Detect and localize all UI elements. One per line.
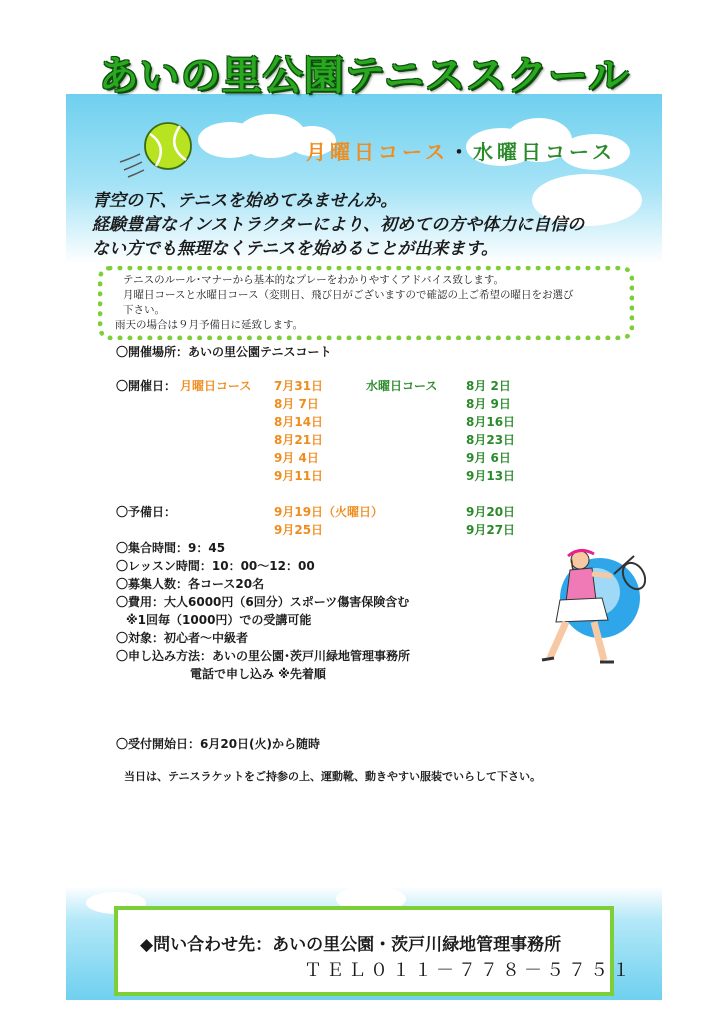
notice-line-2: 月曜日コースと水曜日コース（変則日、飛び日がございますので確認の上ご希望の曜日をお選び — [123, 289, 574, 301]
fee-note: ※1回毎（1000円）での受講可能 — [126, 613, 312, 627]
course-heading — [306, 136, 616, 165]
reserve-monday-date: 9月25日 — [274, 523, 324, 537]
fee: 〇費用：大人6000円（6回分）スポーツ傷害保険含む — [116, 595, 410, 609]
wednesday-date: 9月13日 — [466, 469, 516, 483]
wednesday-course-label: 水曜日コース — [473, 140, 616, 164]
application-note: 電話で申し込み ※先着順 — [190, 667, 326, 681]
tennis-player-illustration — [538, 546, 646, 672]
monday-date: 8月14日 — [274, 415, 324, 429]
wednesday-date: 8月16日 — [466, 415, 516, 429]
monday-date: 9月11日 — [274, 469, 324, 483]
contact-tel: ＴＥＬ０１１－７７８－５７５１ — [304, 960, 634, 981]
reception-start: 〇受付開始日：6月20日(火)から随時 — [116, 737, 321, 751]
course-separator: ・ — [449, 140, 473, 164]
monday-course-label: 月曜日コース — [306, 140, 449, 164]
reserve-monday-date: 9月19日（火曜日） — [274, 505, 384, 519]
attendance-note: 当日は、テニスラケットをご持参の上、運動靴、動きやすい服装でいらして下さい。 — [124, 770, 542, 783]
meeting-time: 〇集合時間：9：45 — [116, 541, 226, 555]
capacity: 〇募集人数：各コース20名 — [116, 577, 265, 591]
reserve-label: 〇予備日： — [116, 505, 177, 519]
schedule-monday-label: 月曜日コース — [180, 379, 252, 393]
wednesday-date: 8月 2日 — [466, 379, 511, 393]
contact-office: ◆問い合わせ先：あいの里公園・茨戸川緑地管理事務所 — [140, 935, 562, 955]
monday-date: 7月31日 — [274, 379, 324, 393]
notice-box — [98, 266, 634, 340]
tennis-ball-icon — [118, 118, 198, 184]
page-title: あいの里公園テニススクール — [98, 53, 630, 99]
monday-date: 8月 7日 — [274, 397, 319, 411]
venue: 〇開催場所：あいの里公園テニスコート — [116, 345, 332, 359]
application-method: 〇申し込み方法：あいの里公園･茨戸川緑地管理事務所 — [116, 649, 411, 663]
monday-date: 8月21日 — [274, 433, 324, 447]
intro-line-1: 青空の下、テニスを始めてみませんか。 — [92, 191, 398, 211]
wednesday-date: 8月23日 — [466, 433, 516, 447]
notice-line-4: 雨天の場合は９月予備日に延致します。 — [115, 319, 304, 331]
intro-line-2: 経験豊富なインストラクターにより、初めての方や体力に自信の — [92, 215, 585, 235]
schedule-label: 〇開催日： — [116, 379, 177, 393]
notice-line-3: 下さい。 — [123, 304, 165, 316]
monday-date: 9月 4日 — [274, 451, 319, 465]
notice-line-1: テニスのルール･マナーから基本的なプレーをわかりやすくアドバイス致します。 — [123, 274, 505, 286]
wednesday-date: 9月 6日 — [466, 451, 511, 465]
contact-box — [114, 906, 634, 996]
reserve-wednesday-date: 9月27日 — [466, 523, 516, 537]
intro-line-3: ない方でも無理なくテニスを始めることが出来ます。 — [92, 239, 498, 259]
schedule-wednesday-label: 水曜日コース — [366, 379, 438, 393]
target: 〇対象：初心者～中級者 — [116, 631, 249, 645]
lesson-time: 〇レッスン時間：10：00～12：00 — [116, 559, 315, 573]
wednesday-date: 8月 9日 — [466, 397, 511, 411]
reserve-wednesday-date: 9月20日 — [466, 505, 516, 519]
